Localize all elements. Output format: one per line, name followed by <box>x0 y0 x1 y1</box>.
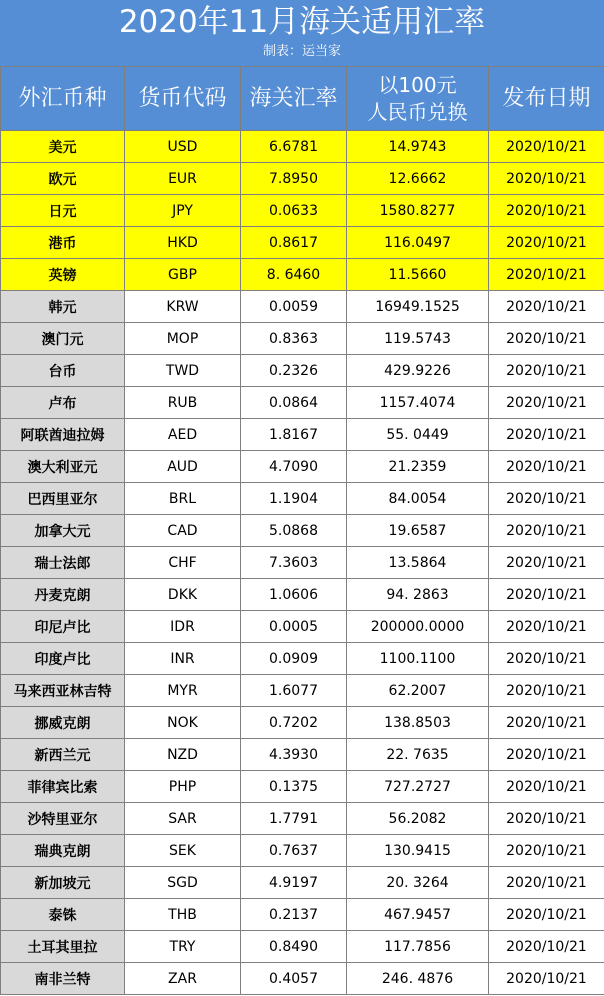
publish-date-cell: 2020/10/21 <box>489 835 604 867</box>
table-row <box>1 739 604 771</box>
customs-rate-cell: 1.8167 <box>241 419 347 451</box>
customs-rate-cell: 4.3930 <box>241 739 347 771</box>
table-row <box>1 259 604 291</box>
publish-date-cell: 2020/10/21 <box>489 867 604 899</box>
currency-code-cell: INR <box>125 643 241 675</box>
customs-rate-cell: 0.0059 <box>241 291 347 323</box>
table-row <box>1 963 604 995</box>
currency-name-cell: 土耳其里拉 <box>1 931 125 963</box>
per-100-cny-cell: 22. 7635 <box>347 739 489 771</box>
header-publish-date: 发布日期 <box>489 67 604 131</box>
per-100-cny-cell: 429.9226 <box>347 355 489 387</box>
currency-name-cell: 阿联酋迪拉姆 <box>1 419 125 451</box>
customs-rate-cell: 0.0005 <box>241 611 347 643</box>
per-100-cny-cell: 94. 2863 <box>347 579 489 611</box>
currency-name-cell: 挪威克朗 <box>1 707 125 739</box>
header-customs-rate: 海关汇率 <box>241 67 347 131</box>
currency-code-cell: SEK <box>125 835 241 867</box>
customs-rate-cell: 0.4057 <box>241 963 347 995</box>
table-row <box>1 195 604 227</box>
customs-rate-cell: 5.0868 <box>241 515 347 547</box>
currency-name-cell: 卢布 <box>1 387 125 419</box>
table-row <box>1 291 604 323</box>
publish-date-cell: 2020/10/21 <box>489 707 604 739</box>
customs-rate-cell: 1.7791 <box>241 803 347 835</box>
currency-name-cell: 印尼卢比 <box>1 611 125 643</box>
per-100-cny-cell: 246. 4876 <box>347 963 489 995</box>
currency-name-cell: 瑞典克朗 <box>1 835 125 867</box>
currency-code-cell: MOP <box>125 323 241 355</box>
per-100-cny-cell: 20. 3264 <box>347 867 489 899</box>
currency-name-cell: 菲律宾比索 <box>1 771 125 803</box>
customs-rate-cell: 0.2137 <box>241 899 347 931</box>
currency-name-cell: 日元 <box>1 195 125 227</box>
currency-code-cell: IDR <box>125 611 241 643</box>
customs-rate-cell: 0.2326 <box>241 355 347 387</box>
customs-rate-cell: 1.6077 <box>241 675 347 707</box>
currency-name-cell: 澳门元 <box>1 323 125 355</box>
publish-date-cell: 2020/10/21 <box>489 579 604 611</box>
table-row <box>1 227 604 259</box>
currency-code-cell: BRL <box>125 483 241 515</box>
publish-date-cell: 2020/10/21 <box>489 227 604 259</box>
per-100-cny-cell: 14.9743 <box>347 131 489 163</box>
table-row <box>1 771 604 803</box>
table-row <box>1 611 604 643</box>
publish-date-cell: 2020/10/21 <box>489 451 604 483</box>
currency-code-cell: CHF <box>125 547 241 579</box>
title-banner <box>0 0 604 66</box>
publish-date-cell: 2020/10/21 <box>489 899 604 931</box>
table-row <box>1 931 604 963</box>
per-100-cny-cell: 55. 0449 <box>347 419 489 451</box>
currency-name-cell: 马来西亚林吉特 <box>1 675 125 707</box>
header-per-100-cny-line: 以100元 <box>378 72 457 97</box>
currency-code-cell: EUR <box>125 163 241 195</box>
currency-code-cell: HKD <box>125 227 241 259</box>
publish-date-cell: 2020/10/21 <box>489 803 604 835</box>
header-currency-code: 货币代码 <box>125 67 241 131</box>
currency-code-cell: NOK <box>125 707 241 739</box>
publish-date-cell: 2020/10/21 <box>489 515 604 547</box>
customs-rate-cell: 1.0606 <box>241 579 347 611</box>
per-100-cny-cell: 19.6587 <box>347 515 489 547</box>
currency-code-cell: AED <box>125 419 241 451</box>
customs-rate-cell: 4.9197 <box>241 867 347 899</box>
page-title: 2020年11月海关适用汇率 <box>118 4 486 40</box>
customs-rate-cell: 0.7202 <box>241 707 347 739</box>
currency-name-cell: 欧元 <box>1 163 125 195</box>
customs-rate-cell: 4.7090 <box>241 451 347 483</box>
per-100-cny-cell: 62.2007 <box>347 675 489 707</box>
table-row <box>1 643 604 675</box>
customs-rate-cell: 0.0633 <box>241 195 347 227</box>
table-row <box>1 451 604 483</box>
customs-rate-cell: 0.8363 <box>241 323 347 355</box>
table-row <box>1 547 604 579</box>
currency-code-cell: THB <box>125 899 241 931</box>
currency-name-cell: 台币 <box>1 355 125 387</box>
table-row <box>1 707 604 739</box>
currency-name-cell: 英镑 <box>1 259 125 291</box>
per-100-cny-cell: 21.2359 <box>347 451 489 483</box>
currency-code-cell: RUB <box>125 387 241 419</box>
currency-code-cell: GBP <box>125 259 241 291</box>
header-currency-name: 外汇币种 <box>1 67 125 131</box>
per-100-cny-cell: 84.0054 <box>347 483 489 515</box>
customs-rate-cell: 1.1904 <box>241 483 347 515</box>
customs-rate-cell: 0.7637 <box>241 835 347 867</box>
publish-date-cell: 2020/10/21 <box>489 259 604 291</box>
per-100-cny-cell: 467.9457 <box>347 899 489 931</box>
publish-date-cell: 2020/10/21 <box>489 739 604 771</box>
currency-name-cell: 港币 <box>1 227 125 259</box>
table-row <box>1 163 604 195</box>
table-row <box>1 483 604 515</box>
table-row <box>1 803 604 835</box>
table-row <box>1 323 604 355</box>
per-100-cny-cell: 56.2082 <box>347 803 489 835</box>
customs-rate-cell: 0.8490 <box>241 931 347 963</box>
currency-name-cell: 南非兰特 <box>1 963 125 995</box>
per-100-cny-cell: 117.7856 <box>347 931 489 963</box>
header-per-100-cny <box>347 67 489 131</box>
per-100-cny-cell: 1100.1100 <box>347 643 489 675</box>
per-100-cny-cell: 16949.1525 <box>347 291 489 323</box>
currency-code-cell: SGD <box>125 867 241 899</box>
per-100-cny-cell: 130.9415 <box>347 835 489 867</box>
currency-name-cell: 韩元 <box>1 291 125 323</box>
currency-code-cell: CAD <box>125 515 241 547</box>
currency-name-cell: 巴西里亚尔 <box>1 483 125 515</box>
publish-date-cell: 2020/10/21 <box>489 419 604 451</box>
publish-date-cell: 2020/10/21 <box>489 611 604 643</box>
currency-name-cell: 丹麦克朗 <box>1 579 125 611</box>
currency-code-cell: USD <box>125 131 241 163</box>
customs-rate-cell: 8. 6460 <box>241 259 347 291</box>
currency-name-cell: 瑞士法郎 <box>1 547 125 579</box>
table-row <box>1 387 604 419</box>
currency-code-cell: JPY <box>125 195 241 227</box>
per-100-cny-cell: 200000.0000 <box>347 611 489 643</box>
publish-date-cell: 2020/10/21 <box>489 387 604 419</box>
exchange-rate-table <box>0 66 604 995</box>
publish-date-cell: 2020/10/21 <box>489 195 604 227</box>
currency-name-cell: 新加坡元 <box>1 867 125 899</box>
currency-name-cell: 美元 <box>1 131 125 163</box>
currency-name-cell: 沙特里亚尔 <box>1 803 125 835</box>
customs-rate-cell: 0.8617 <box>241 227 347 259</box>
table-row <box>1 899 604 931</box>
publish-date-cell: 2020/10/21 <box>489 963 604 995</box>
table-row <box>1 835 604 867</box>
table-row <box>1 419 604 451</box>
per-100-cny-cell: 1580.8277 <box>347 195 489 227</box>
currency-name-cell: 澳大利亚元 <box>1 451 125 483</box>
publish-date-cell: 2020/10/21 <box>489 643 604 675</box>
publish-date-cell: 2020/10/21 <box>489 931 604 963</box>
publish-date-cell: 2020/10/21 <box>489 675 604 707</box>
currency-code-cell: TRY <box>125 931 241 963</box>
table-header-row <box>1 67 604 131</box>
currency-code-cell: SAR <box>125 803 241 835</box>
currency-code-cell: AUD <box>125 451 241 483</box>
publish-date-cell: 2020/10/21 <box>489 163 604 195</box>
publish-date-cell: 2020/10/21 <box>489 355 604 387</box>
table-row <box>1 515 604 547</box>
header-per-100-cny-line: 人民币兑换 <box>367 99 468 124</box>
table-row <box>1 355 604 387</box>
per-100-cny-cell: 138.8503 <box>347 707 489 739</box>
table-row <box>1 675 604 707</box>
per-100-cny-cell: 116.0497 <box>347 227 489 259</box>
currency-name-cell: 泰铢 <box>1 899 125 931</box>
per-100-cny-cell: 727.2727 <box>347 771 489 803</box>
page-subtitle: 制表：运当家 <box>262 44 341 59</box>
currency-code-cell: KRW <box>125 291 241 323</box>
publish-date-cell: 2020/10/21 <box>489 771 604 803</box>
per-100-cny-cell: 12.6662 <box>347 163 489 195</box>
currency-name-cell: 加拿大元 <box>1 515 125 547</box>
table-body <box>1 131 604 995</box>
customs-rate-cell: 7.8950 <box>241 163 347 195</box>
customs-rate-cell: 0.1375 <box>241 771 347 803</box>
per-100-cny-cell: 11.5660 <box>347 259 489 291</box>
currency-code-cell: ZAR <box>125 963 241 995</box>
customs-rate-cell: 6.6781 <box>241 131 347 163</box>
customs-rate-cell: 7.3603 <box>241 547 347 579</box>
currency-code-cell: PHP <box>125 771 241 803</box>
currency-code-cell: TWD <box>125 355 241 387</box>
table-row <box>1 579 604 611</box>
per-100-cny-cell: 119.5743 <box>347 323 489 355</box>
currency-name-cell: 新西兰元 <box>1 739 125 771</box>
currency-code-cell: DKK <box>125 579 241 611</box>
per-100-cny-cell: 1157.4074 <box>347 387 489 419</box>
currency-code-cell: MYR <box>125 675 241 707</box>
table-row <box>1 867 604 899</box>
publish-date-cell: 2020/10/21 <box>489 131 604 163</box>
per-100-cny-cell: 13.5864 <box>347 547 489 579</box>
publish-date-cell: 2020/10/21 <box>489 323 604 355</box>
customs-rate-cell: 0.0909 <box>241 643 347 675</box>
table-row <box>1 131 604 163</box>
publish-date-cell: 2020/10/21 <box>489 291 604 323</box>
publish-date-cell: 2020/10/21 <box>489 483 604 515</box>
publish-date-cell: 2020/10/21 <box>489 547 604 579</box>
currency-name-cell: 印度卢比 <box>1 643 125 675</box>
customs-rate-cell: 0.0864 <box>241 387 347 419</box>
currency-code-cell: NZD <box>125 739 241 771</box>
